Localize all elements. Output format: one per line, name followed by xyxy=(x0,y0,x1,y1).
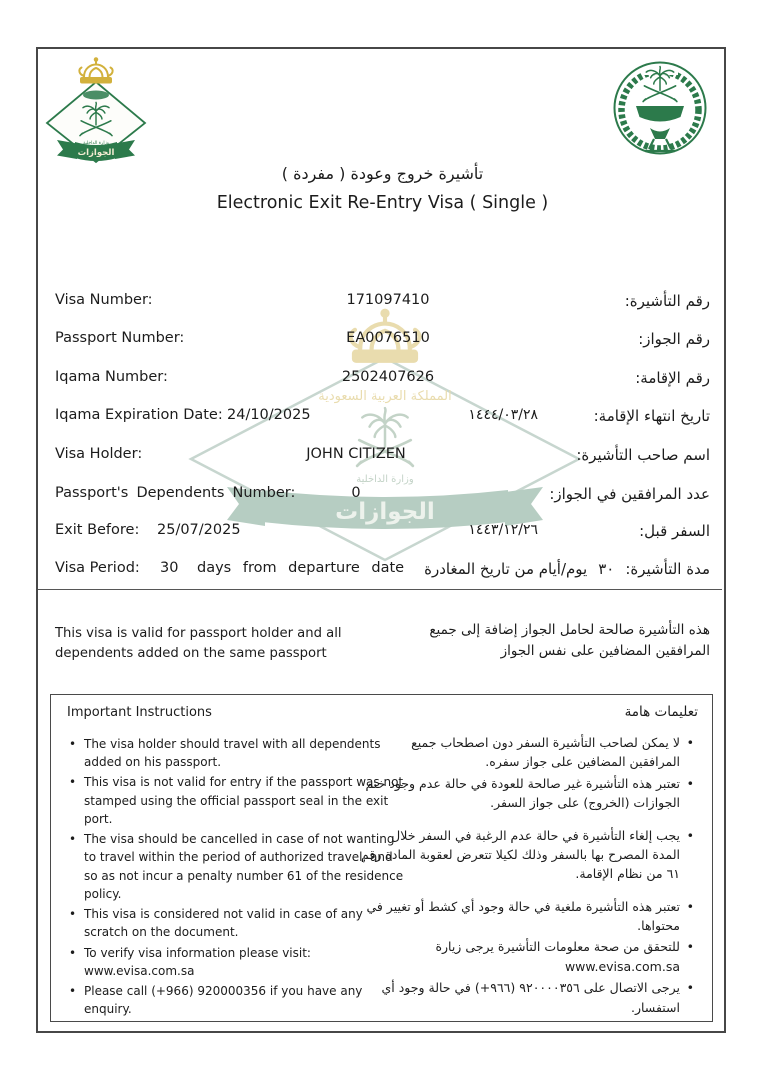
validity-note-arabic: هذه التأشيرة صالحة لحامل الجواز إضافة إلى جميع المرافقين المضافين على نفس الجواز xyxy=(429,622,710,659)
iqama-expiration-label-ar: تاريخ انتهاء الإقامة: xyxy=(593,407,710,425)
logo-ribbon-label: الجوازات xyxy=(77,148,115,158)
instruction-item-en: • This visa is not valid for entry if the passport was not stamped using the official passport seal in the exit port. xyxy=(67,773,405,828)
instruction-item-en: • The visa should be cancelled in case of not wanting to travel within the period of authorized travel, and so as not incur a penalty number 61 of the residence policy. xyxy=(67,830,405,903)
dependents-label-ar: عدد المرافقين في الجواز: xyxy=(549,485,710,503)
iqama-expiration-gregorian: 24/10/2025 xyxy=(227,407,311,423)
field-row-iqama-number xyxy=(0,369,765,391)
instruction-item-ar: • للتحقق من صحة معلومات التأشيرة يرجى زيارة www.evisa.com.sa xyxy=(360,937,698,976)
exit-before-label-en: Exit Before: xyxy=(55,522,140,538)
instructions-title-english: Important Instructions xyxy=(67,705,212,720)
visa-number-value: 171097410 xyxy=(346,292,430,308)
document-title-english: Electronic Exit Re-Entry Visa ( Single ) xyxy=(216,193,549,213)
instructions-list-english xyxy=(67,733,405,1019)
visa-period-arabic xyxy=(424,560,710,578)
exit-before-label-ar: السفر قبل: xyxy=(639,522,710,540)
instruction-item-ar: • يجب إلغاء التأشيرة في حالة عدم الرغبة في السفر خلال المدة المصرح بها بالسفر وذلك لكيلا تتعرض لعقوبة المادة رقم ٦١ من نظام الإقامة. xyxy=(360,826,698,884)
logo-ministry-text: وزارة الداخلية xyxy=(83,141,109,146)
field-row-visa-number xyxy=(0,292,765,314)
field-row-exit-before xyxy=(0,522,765,544)
dependents-label-en: Passport's Dependents Number: xyxy=(55,485,296,501)
iqama-number-value: 2502407626 xyxy=(341,369,435,385)
passport-number-label-en: Passport Number: xyxy=(55,330,185,346)
watermark-kingdom-text: المملكة العربية السعودية xyxy=(318,389,452,404)
visa-period-unit-en: days from departure date xyxy=(197,560,405,576)
dependents-value: 0 xyxy=(351,485,361,501)
field-row-visa-holder xyxy=(0,446,765,468)
iqama-number-label-ar: رقم الإقامة: xyxy=(635,369,710,387)
instruction-item-en: • To verify visa information please visit: www.evisa.com.sa xyxy=(67,944,405,980)
ministry-of-interior-logo xyxy=(612,56,708,158)
visa-period-value-ar: ٣٠ xyxy=(598,560,615,578)
watermark-ribbon-label: الجوازات xyxy=(335,499,435,525)
iqama-expiration-hijri: ١٤٤٤/٠٣/٢٨ xyxy=(468,407,538,423)
field-row-iqama-expiration xyxy=(0,407,765,429)
crown-icon xyxy=(79,57,112,83)
visa-holder-name: JOHN CITIZEN xyxy=(306,446,406,462)
instruction-item-en: • Please call (+966) 920000356 if you have any enquiry. xyxy=(67,982,405,1018)
instruction-item-ar: • لا يمكن لصاحب التأشيرة السفر دون اصطحاب جميع المرافقين المضافين على جواز سفره. xyxy=(360,733,698,772)
visa-number-label-ar: رقم التأشيرة: xyxy=(624,292,710,310)
passport-number-value: EA0076510 xyxy=(346,330,430,346)
instruction-item-en: • The visa holder should travel with all dependents added on his passport. xyxy=(67,735,405,771)
instruction-item-ar: • تعتبر هذه التأشيرة غير صالحة للعودة في حالة عدم وجود ختم الجوازات (الخروج) على جواز السفر. xyxy=(360,774,698,813)
iqama-number-label-en: Iqama Number: xyxy=(55,369,168,385)
exit-before-hijri: ١٤٤٣/١٢/٢٦ xyxy=(468,522,538,538)
field-row-dependents xyxy=(0,485,765,507)
field-row-passport-number xyxy=(0,330,765,352)
section-divider xyxy=(38,589,722,590)
validity-note-english: This visa is valid for passport holder and all dependents added on the same passport xyxy=(55,626,342,661)
visa-period-value: 30 xyxy=(160,560,179,576)
visa-number-label-en: Visa Number: xyxy=(55,292,153,308)
instruction-item-ar: • تعتبر هذه التأشيرة ملغية في حالة وجود أي كشط أو تغيير في محتواها. xyxy=(360,897,698,936)
exit-before-gregorian: 25/07/2025 xyxy=(157,522,241,538)
visa-holder-label-en: Visa Holder: xyxy=(55,446,143,462)
iqama-expiration-label-en: Iqama Expiration Date: xyxy=(55,407,223,423)
watermark-ministry-text: وزارة الداخلية xyxy=(356,474,414,485)
visa-holder-label-ar: اسم صاحب التأشيرة: xyxy=(576,446,710,464)
field-row-visa-period xyxy=(0,560,765,582)
instructions-title-arabic: تعليمات هامة xyxy=(624,704,698,720)
jawazat-logo xyxy=(44,54,148,166)
document-title-arabic: تأشيرة خروج وعودة ( مفردة ) xyxy=(281,164,484,183)
important-instructions-box xyxy=(50,694,713,1022)
instructions-list-arabic xyxy=(360,731,698,1017)
visa-period-label-en: Visa Period: xyxy=(55,560,140,576)
palm-swords-icon xyxy=(643,67,677,102)
passport-number-label-ar: رقم الجواز: xyxy=(638,330,710,348)
visa-period-label-ar: مدة التأشيرة: xyxy=(625,560,710,578)
visa-period-unit-ar: يوم/أيام من تاريخ المغادرة xyxy=(424,560,588,578)
instruction-item-en: • This visa is considered not valid in case of any scratch on the document. xyxy=(67,905,405,941)
instruction-item-ar: • يرجى الاتصال على ٩٢٠٠٠٠٣٥٦ ‪(+٩٦٦)‬ في حالة وجود أي استفسار. xyxy=(360,978,698,1017)
